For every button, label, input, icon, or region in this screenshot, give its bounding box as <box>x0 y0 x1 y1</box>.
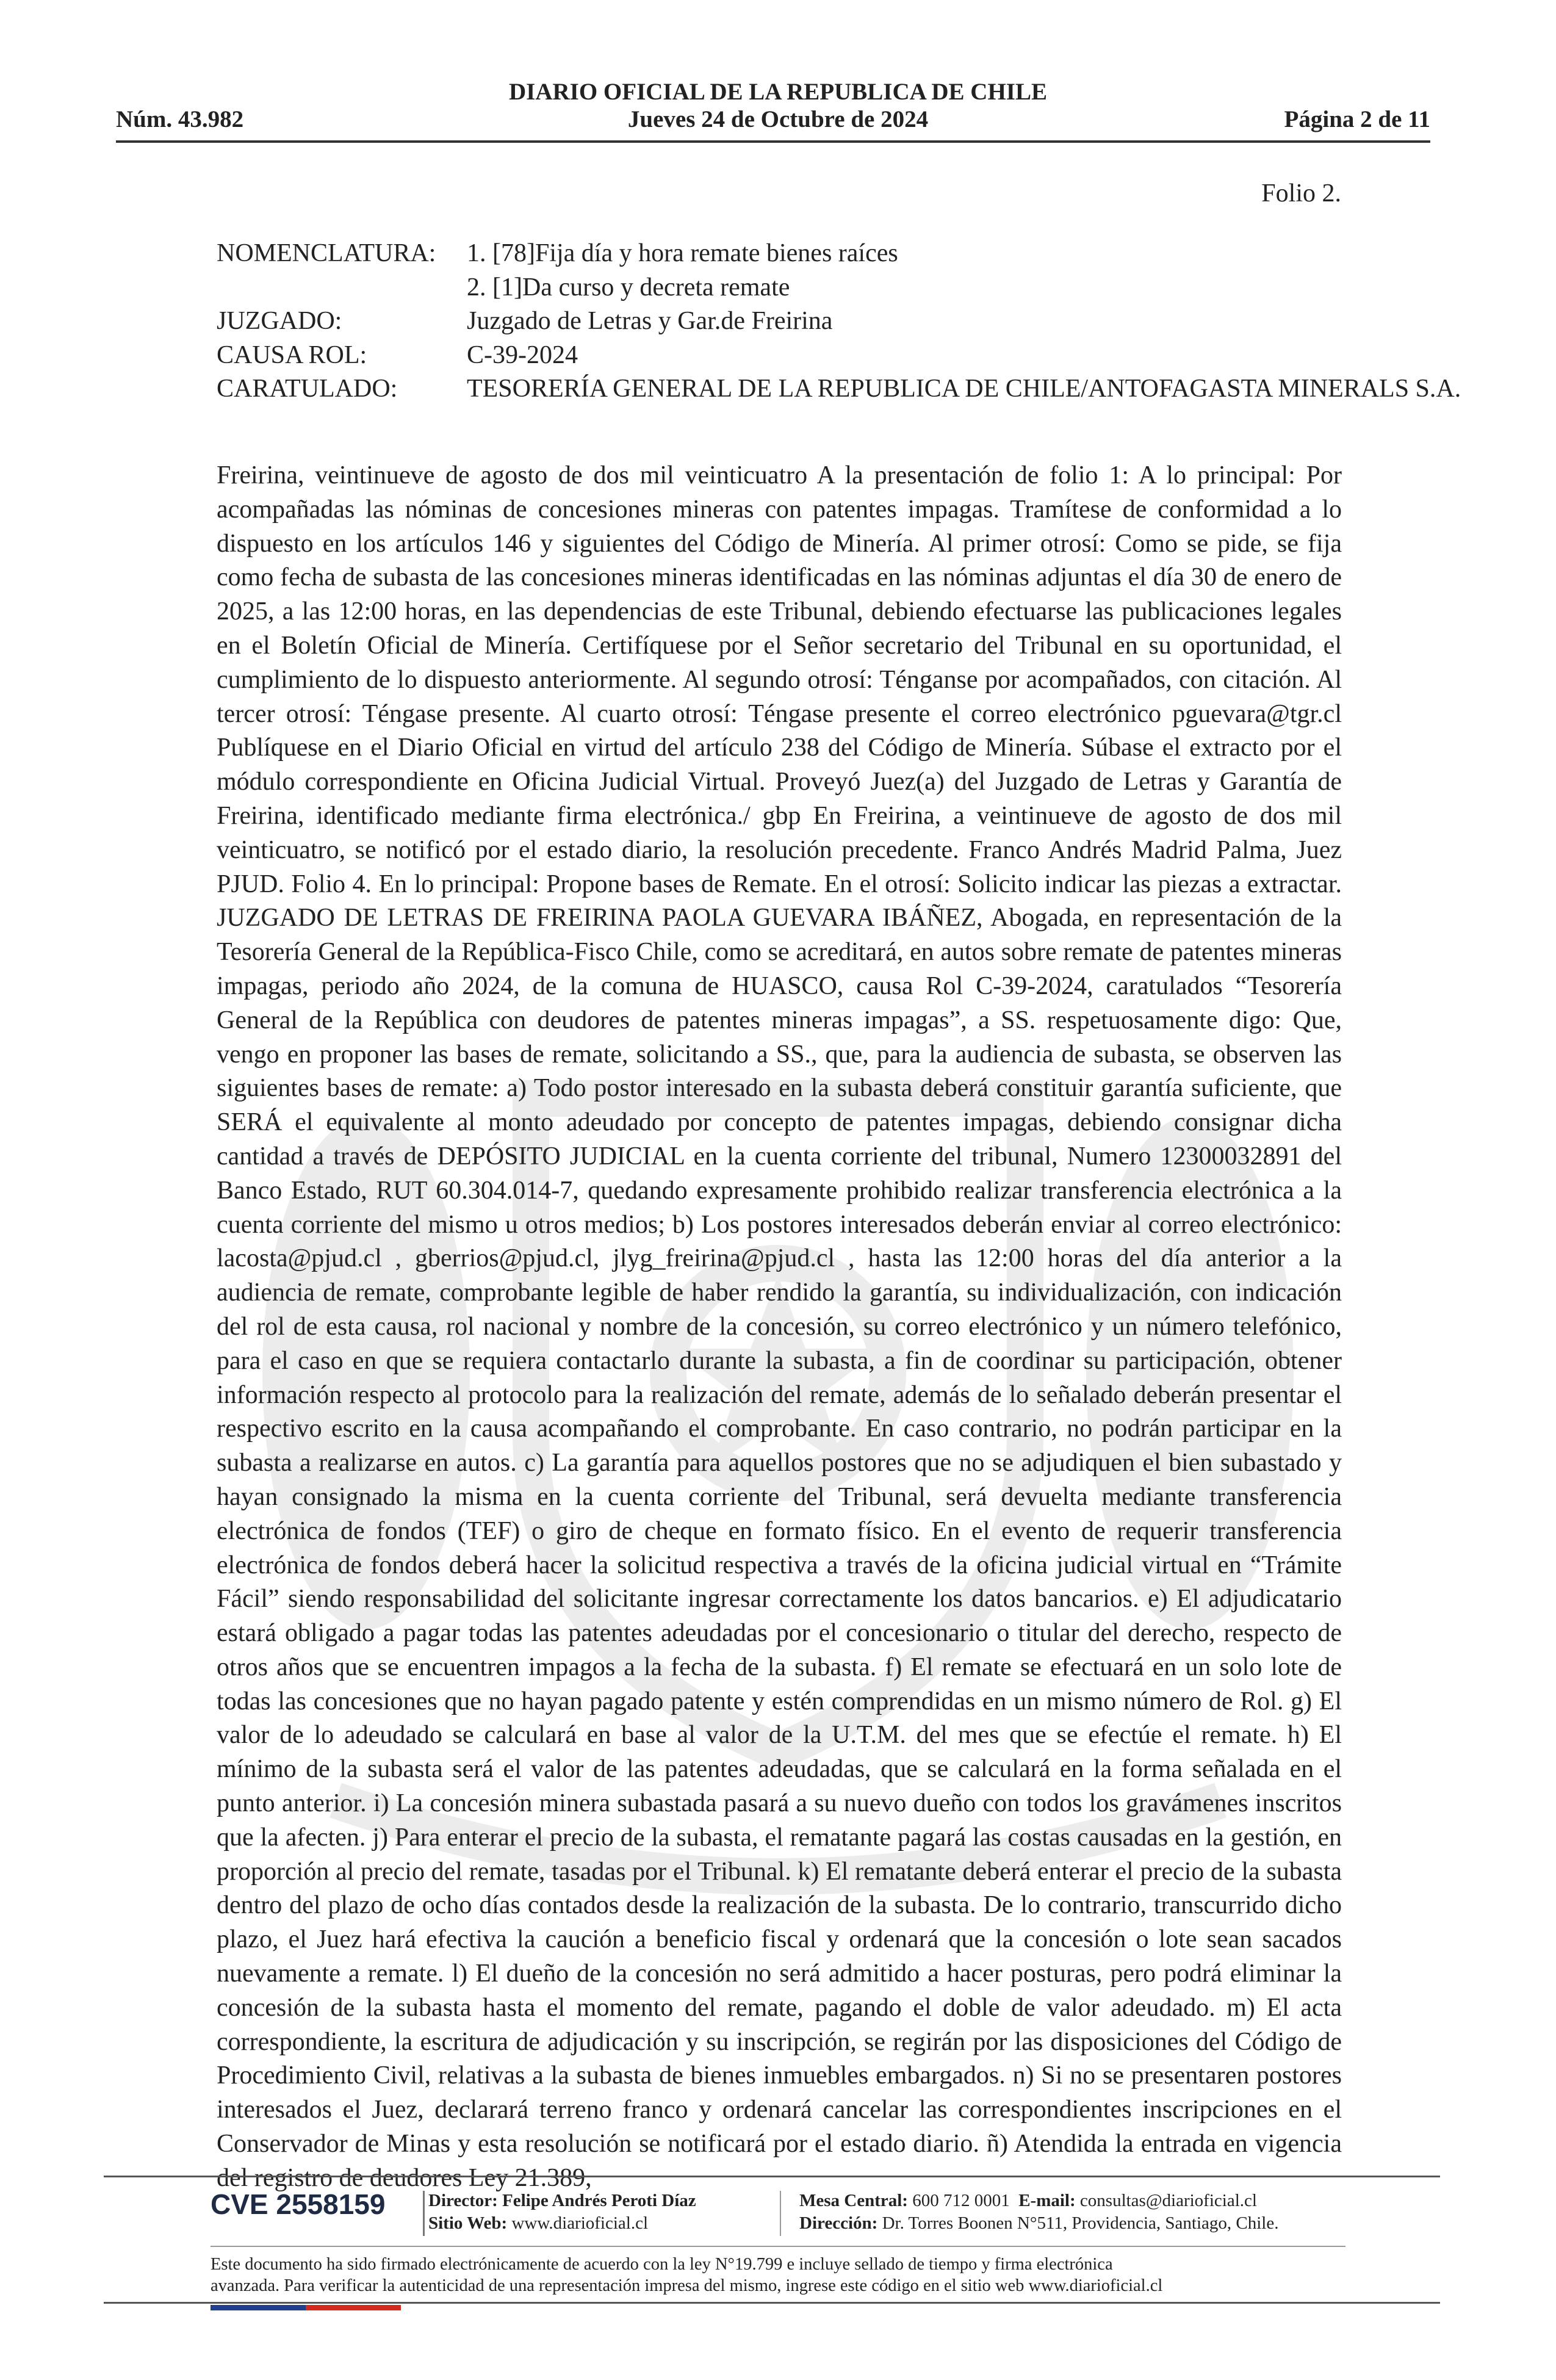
email-link[interactable]: consultas@diarioficial.cl <box>1079 2191 1257 2210</box>
case-metadata <box>217 237 1556 406</box>
mesa-phone: 600 712 0001 <box>912 2191 1010 2210</box>
causa-label: CAUSA ROL: <box>217 341 367 369</box>
address-label: Dirección: <box>799 2213 878 2233</box>
footer-divider-bottom <box>104 2302 1440 2304</box>
nomenclatura-row-2 <box>217 271 1556 305</box>
juzgado-label: JUZGADO: <box>217 307 342 335</box>
footer-divider-mid <box>211 2246 1345 2247</box>
mesa-label: Mesa Central: <box>799 2191 908 2210</box>
publication-date: Jueves 24 de Octubre de 2024 <box>627 106 929 132</box>
caratulado-row <box>217 372 1556 406</box>
folio-label: Folio 2. <box>1261 179 1341 207</box>
causa-value: C-39-2024 <box>467 341 578 369</box>
flag-stripe-blue <box>211 2305 306 2310</box>
caratulado-label: CARATULADO: <box>217 375 398 403</box>
director-info <box>428 2190 696 2235</box>
contact-info <box>799 2190 1278 2235</box>
footer-separator-2 <box>780 2191 781 2236</box>
issue-number: Núm. 43.982 <box>116 106 244 132</box>
resolution-body: Freirina, veintinueve de agosto de dos mil veinticuatro A la presentación de folio 1: A lo principal: Por acompañadas las nóminas de concesiones mineras con patentes impagas. Tramítese de conformidad a lo dispuesto en los artículos 146 y siguientes del Código de Minería. Al primer otrosí: Como se pide, se fija como fecha de subasta de las concesiones mineras identificadas en las nóminas adjuntas el día 30 de enero de 2025, a las 12:00 horas, en las dependencias de este Tribunal, debiendo efectuarse las publicaciones legales en el Boletín Oficial de Minería. Certifíquese por el Señor secretario del Tribunal en su oportunidad, el cumplimiento de lo dispuesto anteriormente. Al segundo otrosí: Ténganse por acompañados, con citación. Al tercer otrosí: Téngase presente. Al cuarto otrosí: Téngase presente el correo electrónico pguevara@tgr.cl Publíquese en el Diario Oficial en virtud del artículo 238 del Código de Minería. Súbase el extracto por el módulo correspondiente en Oficina Judicial Virtual. Proveyó Juez(a) del Juzgado de Letras y Garantía de Freirina, identificado mediante firma electrónica./ gbp En Freirina, a veintinueve de agosto de dos mil veinticuatro, se notificó por el estado diario, la resolución precedente. Franco Andrés Madrid Palma, Juez PJUD. Folio 4. En lo principal: Propone bases de Remate. En el otrosí: Solicito indicar las piezas a extractar. JUZGADO DE LETRAS DE FREIRINA PAOLA GUEVARA IBÁÑEZ, Abogada, en representación de la Tesorería General de la República-Fisco Chile, como se acreditará, en autos sobre remate de patentes mineras impagas, periodo año 2024, de la comuna de HUASCO, causa Rol C-39-2024, caratulados “Tesorería General de la República con deudores de patentes mineras impagas”, a SS. respetuosamente digo: Que, vengo en proponer las bases de remate, solicitando a SS., que, para la audiencia de subasta, se observen las siguientes bases de remate: a) Todo postor interesado en la subasta deberá constituir garantía suficiente, que SERÁ el equivalente al monto adeudado por concepto de patentes impagas, debiendo consignar dicha cantidad a través de DEPÓSITO JUDICIAL en la cuenta corriente del tribunal, Numero 12300032891 del Banco Estado, RUT 60.304.014-7, quedando expresamente prohibido realizar transferencia electrónica a la cuenta corriente del mismo u otros medios; b) Los postores interesados deberán enviar al correo electrónico: lacosta@pjud.cl , gberrios@pjud.cl, jlyg_freirina@pjud.cl , hasta las 12:00 horas del día anterior a la audiencia de remate, comprobante legible de haber rendido la garantía, su individualización, con indicación del rol de esta causa, rol nacional y nombre de la concesión, su correo electrónico y un número telefónico, para el caso en que se requiera contactarlo durante la subasta, a fin de coordinar su participación, obtener información respecto al protocolo para la realización del remate, además de lo señalado deberán presentar el respectivo escrito en la causa acompañando el comprobante. En caso contrario, no podrán participar en la subasta a realizarse en autos. c) La garantía para aquellos postores que no se adjudiquen el bien subastado y hayan consignado la misma en la cuenta corriente del Tribunal, será devuelta mediante transferencia electrónica de fondos (TEF) o giro de cheque en formato físico. En el evento de requerir transferencia electrónica de fondos deberá hacer la solicitud respectiva a través de la oficina judicial virtual en “Trámite Fácil” siendo responsabilidad del solicitante ingresar correctamente los datos bancarios. e) El adjudicatario estará obligado a pagar todas las patentes adeudadas por el concesionario o titular del derecho, respecto de otros años que se encuentren impagos a la fecha de la subasta. f) El remate se efectuará en un solo lote de todas las concesiones que no hayan pagado patente y estén comprendidas en un mismo número de Rol. g) El valor de lo adeudado se calculará en base al valor de la U.T.M. del mes que se efectúe el remate. h) El mínimo de la subasta será el valor de las patentes adeudadas, que se calculará en la forma señalada en el punto anterior. i) La concesión minera subastada pasará a su nuevo dueño con todos los gravámenes inscritos que la afecten. j) Para enterar el precio de la subasta, el rematante pagará las costas causadas en la gestión, en proporción al precio del remate, tasadas por el Tribunal. k) El rematante deberá enterar el precio de la subasta dentro del plazo de ocho días contados desde la realización de la subasta. De lo contrario, transcurrido dicho plazo, el Juez hará efectiva la caución a beneficio fiscal y ordenará que la concesión o lote sean sacados nuevamente a remate. l) El dueño de la concesión no será admitido a hacer posturas, pero podrá eliminar la concesión de la subasta hasta el momento del remate, pagando el doble de valor adeudado. m) El acta correspondiente, la escritura de adjudicación y su inscripción, se regirán por las disposiciones del Código de Procedimiento Civil, relativas a la subasta de bienes inmuebles embargados. n) Si no se presentaren postores interesados el Juez, declarará terreno franco y ordenará cancelar las correspondientes inscripciones en el Conservador de Minas y esta resolución se notificará por el estado diario. ñ) Atendida la entrada en vigencia del registro de deudores Ley 21.389, <box>217 461 1342 2192</box>
director-label: Director: <box>428 2191 498 2210</box>
footer-separator <box>423 2191 425 2236</box>
legal-line-2: avanzada. Para verificar la autenticidad de una representación impresa del mismo, ingrese este código en el sitio web www.diarioficial.cl <box>211 2276 1163 2295</box>
causa-row <box>217 339 1556 373</box>
juzgado-row <box>217 305 1556 339</box>
legal-line-1: Este documento ha sido firmado electrónicamente de acuerdo con la ley N°19.799 e incluye sellado de tiempo y firma electrónica <box>211 2255 1113 2274</box>
address-value: Dr. Torres Boonen N°511, Providencia, Santiago, Chile. <box>882 2213 1279 2233</box>
page-indicator: Página 2 de 11 <box>1284 106 1430 132</box>
director-name: Felipe Andrés Peroti Díaz <box>502 2191 696 2210</box>
website-link[interactable]: www.diarioficial.cl <box>511 2213 649 2233</box>
flag-stripe-red <box>306 2305 401 2310</box>
nomenclatura-value-1: 1. [78]Fija día y hora remate bienes raíces <box>467 239 898 267</box>
website-label: Sitio Web: <box>428 2213 508 2233</box>
juzgado-value: Juzgado de Letras y Gar.de Freirina <box>467 307 833 335</box>
nomenclatura-row <box>217 237 1556 271</box>
cve-code: CVE 2558159 <box>211 2188 386 2220</box>
publication-title: DIARIO OFICIAL DE LA REPUBLICA DE CHILE <box>508 79 1047 105</box>
nomenclatura-label: NOMENCLATURA: <box>217 239 436 267</box>
legal-notice <box>211 2254 1358 2296</box>
caratulado-value: TESORERÍA GENERAL DE LA REPUBLICA DE CHILE/ANTOFAGASTA MINERALS S.A. <box>467 375 1461 403</box>
footer-divider-top <box>104 2176 1440 2177</box>
header-divider <box>116 140 1430 143</box>
nomenclatura-value-2: 2. [1]Da curso y decreta remate <box>467 273 790 301</box>
email-label: E-mail: <box>1018 2191 1076 2210</box>
